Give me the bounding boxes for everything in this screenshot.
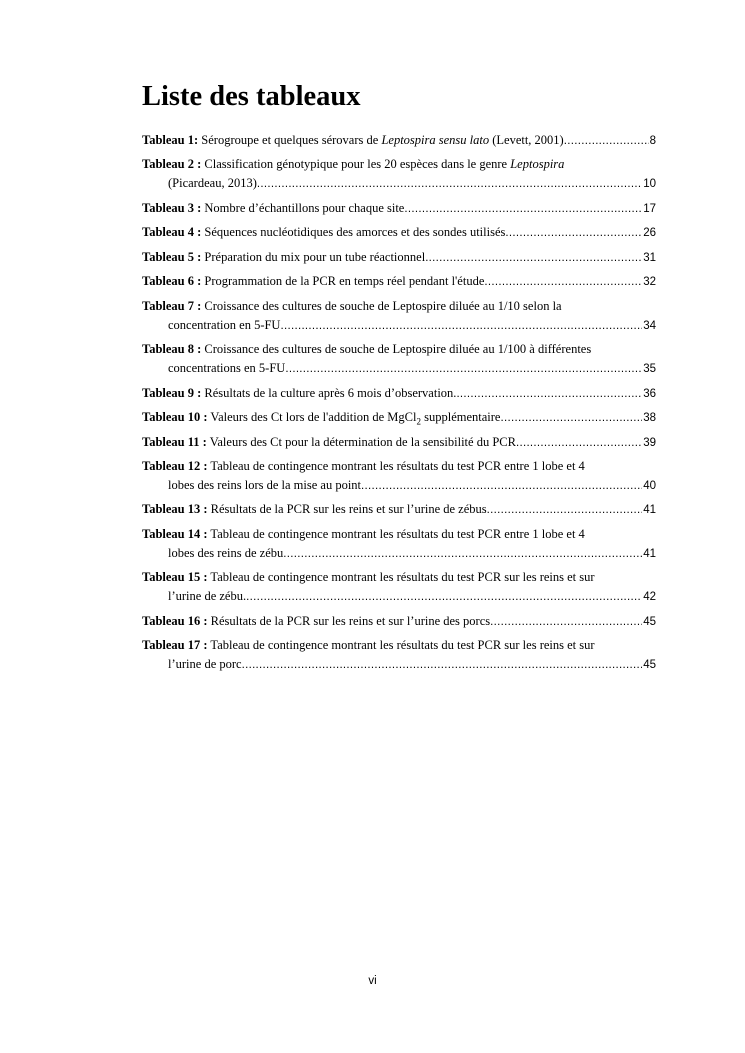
- toc-entry-label: Tableau 1:: [142, 133, 199, 147]
- toc-entry-page-number: 31: [643, 251, 656, 264]
- toc-entry[interactable]: [142, 131, 656, 150]
- toc-entry-label: Tableau 9 :: [142, 385, 202, 400]
- toc-entry[interactable]: [142, 457, 656, 495]
- toc-entry-label: Tableau 6 :: [142, 274, 202, 289]
- dot-leader: [425, 249, 642, 267]
- toc-entry-page-number: 26: [643, 227, 656, 240]
- toc-entry[interactable]: [142, 248, 656, 267]
- toc-entry-page-number: 10: [643, 178, 656, 191]
- toc-entry-text: concentration en 5-FU: [168, 317, 281, 332]
- toc-entry-text: Tableau 3 : Nombre d’échantillons pour chaque site: [142, 200, 405, 215]
- toc-entry[interactable]: [142, 500, 656, 519]
- toc-entry-text: Tableau 13 : Résultats de la PCR sur les reins et sur l’urine de zébus: [142, 502, 487, 517]
- toc-entry-page-number: 41: [643, 547, 656, 560]
- toc-entry-text: Tableau 4 : Séquences nucléotidiques des amorces et des sondes utilisés: [142, 225, 506, 240]
- toc-entry[interactable]: [142, 612, 656, 631]
- toc-entry-text: l’urine de porc: [168, 656, 242, 671]
- toc-entry[interactable]: [142, 525, 656, 563]
- toc-entry-line: [142, 408, 656, 427]
- dot-leader: [242, 656, 643, 674]
- toc-entry-line: [142, 272, 656, 291]
- toc-entry-text: concentrations en 5-FU: [168, 361, 286, 376]
- toc-entry-page-number: 36: [643, 387, 656, 400]
- toc-entry-line: [142, 612, 656, 631]
- italic-term: Leptospira sensu lato: [381, 133, 490, 147]
- toc-entry-text: Tableau 15 : Tableau de contingence montrant les résultats du test PCR sur les reins et sur: [142, 570, 595, 585]
- toc-entry-line: [142, 636, 656, 655]
- toc-entry-page-number: 41: [643, 504, 656, 517]
- toc-entry-page-number: 39: [643, 436, 656, 449]
- toc-entry[interactable]: [142, 199, 656, 218]
- toc-entry[interactable]: [142, 297, 656, 335]
- toc-entry[interactable]: [142, 636, 656, 674]
- toc-entry-text: l’urine de zébu.: [168, 589, 247, 604]
- table-list: [142, 131, 656, 679]
- toc-entry-line: [142, 568, 656, 587]
- toc-entry-line: [142, 340, 656, 359]
- toc-entry-line: [142, 223, 656, 242]
- toc-entry-text: (Picardeau, 2013): [168, 176, 257, 191]
- dot-leader: [487, 501, 643, 519]
- toc-entry-text: Tableau 10 : Valeurs des Ct lors de l'addition de MgCl$_2$ supplémentaire: [142, 410, 501, 427]
- toc-entry-line: [142, 476, 656, 495]
- toc-entry-label: Tableau 10 :: [142, 410, 208, 425]
- toc-entry-page-number: 35: [643, 363, 656, 376]
- toc-entry-page-number: 42: [643, 591, 656, 604]
- toc-entry-label: Tableau 16 :: [142, 613, 208, 628]
- toc-entry-line: [142, 655, 656, 674]
- toc-entry-text: Tableau 8 : Croissance des cultures de souche de Leptospire diluée au 1/100 à différentes: [142, 342, 592, 357]
- toc-entry-line: [142, 587, 656, 606]
- dot-leader: [484, 273, 642, 291]
- toc-entry-text: Tableau 12 : Tableau de contingence montrant les résultats du test PCR entre 1 lobe et 4: [142, 459, 585, 473]
- toc-entry-label: Tableau 8 :: [142, 342, 202, 357]
- toc-entry-text: lobes des reins de zébu: [168, 545, 284, 560]
- dot-leader: [404, 200, 642, 218]
- dot-leader: [246, 588, 642, 606]
- subscript: 2: [416, 416, 421, 427]
- toc-entry-text: Tableau 6 : Programmation de la PCR en temps réel pendant l'étude: [142, 274, 485, 289]
- toc-entry-line: [142, 433, 656, 452]
- toc-entry-page-number: 45: [643, 658, 656, 671]
- toc-entry-page-number: 40: [643, 479, 656, 492]
- toc-entry-line: [142, 316, 656, 335]
- page-title: Liste des tableaux: [142, 81, 361, 112]
- toc-entry-label: Tableau 2 :: [142, 157, 202, 172]
- toc-entry-text: Tableau 2 : Classification génotypique pour les 20 espèces dans le genre Leptospira: [142, 157, 565, 172]
- toc-entry-label: Tableau 7 :: [142, 298, 202, 313]
- toc-entry-line: [142, 131, 656, 150]
- toc-entry[interactable]: [142, 340, 656, 378]
- toc-entry-label: Tableau 3 :: [142, 200, 202, 215]
- toc-entry-label: Tableau 11 :: [142, 434, 207, 449]
- toc-entry[interactable]: [142, 568, 656, 606]
- toc-entry-label: Tableau 13 :: [142, 502, 208, 517]
- toc-entry-label: Tableau 5 :: [142, 249, 202, 264]
- toc-entry-page-number: 32: [643, 276, 656, 289]
- toc-entry-text: lobes des reins lors de la mise au point: [168, 477, 362, 492]
- toc-entry-line: [142, 500, 656, 519]
- dot-leader: [456, 385, 642, 403]
- dot-leader: [516, 434, 642, 452]
- toc-entry-line: [142, 525, 656, 544]
- toc-entry-line: [142, 457, 656, 476]
- toc-entry-line: [142, 174, 656, 193]
- toc-entry-label: Tableau 12 :: [142, 459, 208, 473]
- toc-entry-label: Tableau 15 :: [142, 570, 208, 585]
- toc-entry-text: Tableau 5 : Préparation du mix pour un tube réactionnel: [142, 249, 426, 264]
- toc-entry[interactable]: [142, 155, 656, 193]
- toc-entry-label: Tableau 4 :: [142, 225, 202, 240]
- toc-entry-line: [142, 199, 656, 218]
- toc-entry-text: Tableau 9 : Résultats de la culture après 6 mois d’observation.: [142, 385, 457, 400]
- toc-entry-line: [142, 248, 656, 267]
- toc-entry-page-number: 34: [643, 319, 656, 332]
- dot-leader: [500, 409, 642, 427]
- toc-entry-text: Tableau 7 : Croissance des cultures de souche de Leptospire diluée au 1/10 selon la: [142, 298, 562, 313]
- dot-leader: [505, 224, 642, 242]
- toc-entry-text: Tableau 1: Sérogroupe et quelques sérovars de Leptospira sensu lato (Levett, 2001): [142, 133, 564, 147]
- dot-leader: [283, 545, 642, 563]
- italic-term: Leptospira: [510, 157, 565, 172]
- dot-leader: [564, 132, 649, 150]
- toc-entry-label: Tableau 17 :: [142, 638, 208, 653]
- dot-leader: [361, 477, 642, 495]
- dot-leader: [257, 175, 642, 193]
- page-number: vi: [368, 975, 377, 987]
- toc-entry-page-number: 8: [649, 135, 656, 147]
- toc-entry[interactable]: [142, 433, 656, 452]
- toc-entry-label: Tableau 14 :: [142, 526, 208, 541]
- dot-leader: [490, 613, 642, 631]
- dot-leader: [280, 317, 642, 335]
- toc-entry-text: Tableau 11 : Valeurs des Ct pour la détermination de la sensibilité du PCR: [142, 434, 516, 449]
- toc-entry[interactable]: [142, 408, 656, 427]
- toc-entry[interactable]: [142, 384, 656, 403]
- toc-entry-line: [142, 155, 656, 174]
- dot-leader: [285, 360, 642, 378]
- toc-entry-line: [142, 297, 656, 316]
- toc-entry-text: Tableau 14 : Tableau de contingence montrant les résultats du test PCR entre 1 lobe et 4: [142, 526, 585, 541]
- toc-entry-line: [142, 544, 656, 563]
- toc-entry[interactable]: [142, 272, 656, 291]
- toc-entry[interactable]: [142, 223, 656, 242]
- toc-entry-page-number: 17: [643, 202, 656, 215]
- toc-entry-text: Tableau 16 : Résultats de la PCR sur les reins et sur l’urine des porcs: [142, 613, 491, 628]
- toc-entry-page-number: 38: [643, 412, 656, 425]
- toc-entry-text: Tableau 17 : Tableau de contingence montrant les résultats du test PCR sur les reins et sur: [142, 638, 595, 653]
- toc-entry-line: [142, 359, 656, 378]
- toc-entry-line: [142, 384, 656, 403]
- toc-entry-page-number: 45: [643, 615, 656, 628]
